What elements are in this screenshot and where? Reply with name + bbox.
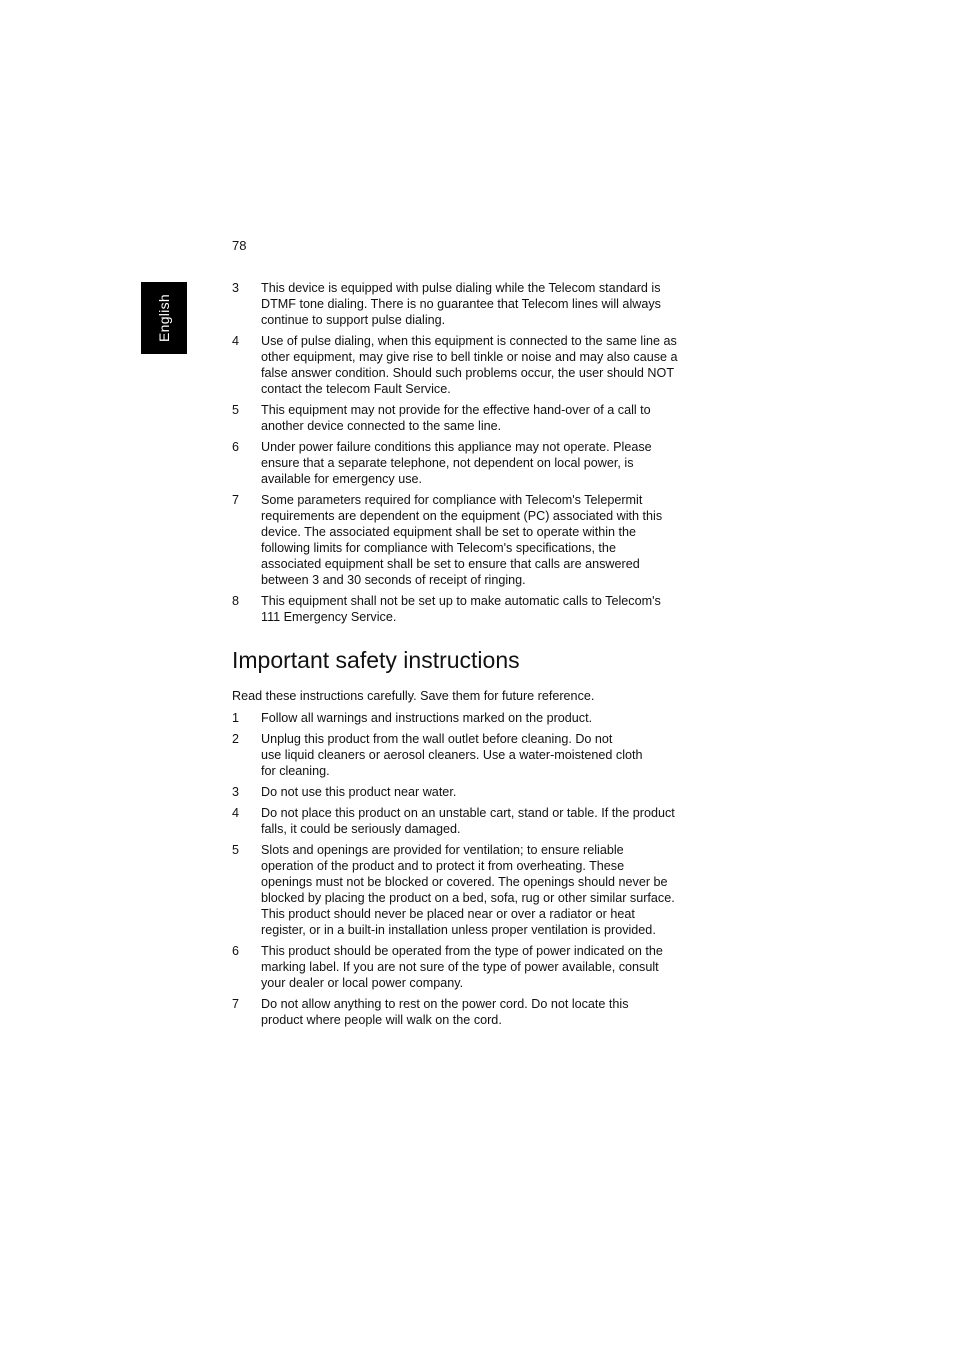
item-text: Do not allow anything to rest on the power cord. Do not locate this product where people will walk on the cord.	[261, 997, 629, 1027]
item-text: Use of pulse dialing, when this equipment is connected to the same line as other equipment, may give rise to bell tinkle or noise and may also cause a false answer condition. Should such problems occur, the user should NOT contact the telecom Fault Service.	[261, 334, 678, 396]
list-item	[232, 710, 712, 726]
list-item	[232, 731, 712, 779]
list-item	[232, 402, 712, 434]
telecom-list	[232, 280, 712, 625]
item-text: Unplug this product from the wall outlet before cleaning. Do not use liquid cleaners or aerosol cleaners. Use a water-moistened cloth for cleaning.	[261, 732, 643, 778]
item-text: This equipment may not provide for the effective hand-over of a call to another device connected to the same line.	[261, 403, 651, 433]
item-number: 3	[232, 281, 240, 295]
item-number: 7	[232, 997, 240, 1011]
item-number: 1	[232, 711, 240, 725]
list-item	[232, 805, 712, 837]
item-text: Under power failure conditions this appliance may not operate. Please ensure that a separate telephone, not dependent on local power, is available for emergency use.	[261, 440, 652, 486]
list-item	[232, 492, 712, 588]
list-item	[232, 280, 712, 328]
list-item	[232, 784, 712, 800]
language-tab-label: English	[156, 293, 172, 343]
item-number: 3	[232, 785, 240, 799]
item-number: 4	[232, 334, 240, 348]
safety-list	[232, 710, 712, 1028]
item-number: 6	[232, 944, 240, 958]
item-number: 5	[232, 843, 240, 857]
item-text: Some parameters required for compliance with Telecom's Telepermit requirements are dependent on the equipment (PC) associated with this device. The associated equipment shall be set to operate within the following limits for compliance with Telecom's specifications, the associated equipment shall be set to ensure that calls are answered between 3 and 30 seconds of receipt of ringing.	[261, 493, 663, 587]
item-text: This equipment shall not be set up to make automatic calls to Telecom's 111 Emergency Service.	[261, 594, 661, 624]
item-number: 8	[232, 594, 240, 608]
list-item	[232, 943, 712, 991]
item-text: This device is equipped with pulse dialing while the Telecom standard is DTMF tone dialing. There is no guarantee that Telecom lines will always continue to support pulse dialing.	[261, 281, 661, 327]
page-number: 78	[232, 238, 247, 253]
item-text: Follow all warnings and instructions marked on the product.	[261, 711, 593, 725]
list-item	[232, 996, 712, 1028]
list-item	[232, 593, 712, 625]
section-heading: Important safety instructions	[232, 647, 520, 673]
section-intro: Read these instructions carefully. Save them for future reference.	[232, 689, 595, 703]
item-text: Do not use this product near water.	[261, 785, 457, 799]
item-text: Slots and openings are provided for ventilation; to ensure reliable operation of the product and to protect it from overheating. These openings must not be blocked or covered. The openings should never be blocked by placing the product on a bed, sofa, rug or other similar surface. This product should never be placed near or over a radiator or heat register, or in a built-in installation unless proper ventilation is provided.	[261, 843, 675, 937]
list-item	[232, 333, 712, 397]
item-number: 4	[232, 806, 240, 820]
item-text: Do not place this product on an unstable cart, stand or table. If the product falls, it could be seriously damaged.	[261, 806, 675, 836]
item-number: 2	[232, 732, 240, 746]
item-number: 7	[232, 493, 240, 507]
list-item	[232, 842, 712, 938]
item-text: This product should be operated from the type of power indicated on the marking label. If you are not sure of the type of power available, consult your dealer or local power company.	[261, 944, 663, 990]
language-tab	[141, 282, 187, 354]
item-number: 5	[232, 403, 240, 417]
list-item	[232, 439, 712, 487]
item-number: 6	[232, 440, 240, 454]
page-content	[232, 280, 712, 1033]
